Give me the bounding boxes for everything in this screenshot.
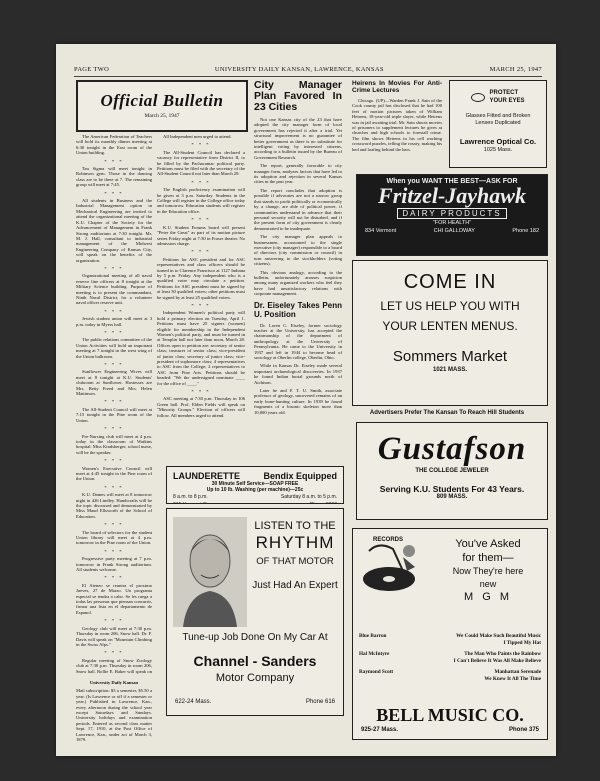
separator-stars: * * * — [104, 650, 124, 656]
separator-stars: * * * — [104, 458, 124, 464]
records-label: RECORDS — [373, 537, 404, 543]
fritzel-address: 834 Vermont — [365, 228, 397, 234]
song-artist: Blue Barron — [359, 633, 387, 639]
bell-address: 925-27 Mass. — [361, 727, 399, 733]
gustafson-address: 809 MASS. — [436, 494, 468, 500]
optical-name: Lawrence Optical Co. — [459, 137, 537, 146]
channel-name: Channel - Sanders — [193, 653, 317, 669]
separator-stars: * * * — [104, 330, 124, 335]
lawrence-optical-ad — [449, 80, 547, 168]
bell-line-2: for them— — [462, 552, 514, 564]
separator-stars: * * * — [104, 484, 124, 490]
separator-stars: * * * — [191, 217, 211, 223]
channel-address: 622-24 Mass. — [175, 699, 212, 705]
bulletin-notice-item: ASC meeting at 7:30 p.m. Thursday in 106 Green hall. Prof. Elden Fields will speak on "Minority Groups." Election of officers will follow. All members urged to attend. — [157, 396, 245, 418]
launderette-address — [173, 502, 209, 504]
separator-stars: * * * — [191, 249, 211, 255]
gustafson-line-1: Serving K.U. Students For 43 Years. — [379, 484, 525, 494]
bulletin-date: March 25, 1947 — [144, 113, 180, 119]
bulletin-notice-item: Progressive party meeting at 7 p.m. tomorrow in Frank Strong auditorium. All students welcome. — [76, 556, 152, 573]
bulletin-notice-item: The All-Student Council has declared a vacancy for representative from District II, to be filled by the Pachacamac political party. Petitions must be filed with the secretary of the All-Student Council not later than March 29. — [157, 149, 245, 177]
separator-stars: * * * — [104, 362, 124, 368]
bulletin-notice-item: Organizational meeting of all naval reserve line officers at 8 tonight at the Military Science building. Purpose of meeting is to present the commandant, Ninth Naval District, for a volunteer naval officer reserve unit. — [76, 273, 152, 306]
bulletin-title: Official Bulletin — [100, 91, 224, 110]
header-rule — [74, 76, 542, 77]
bell-line-3: Now They're here — [452, 566, 524, 576]
eye-icon — [471, 93, 485, 102]
separator-stars: * * * — [104, 575, 124, 581]
city-manager-paragraph: This obvious analogy, according to the bulletin, unfortunately arouses suspicion among many organized workers who feel they have had unsatisfactory relations with corporate management. — [254, 269, 342, 297]
song-row — [359, 633, 541, 640]
optical-line-2: YOUR EYES — [489, 98, 525, 104]
channel-line-1: LISTEN TO THE — [254, 520, 336, 532]
city-manager-paragraph: The report concludes that adoption is possible if advocates are not a narrow group that stands to profit politically or economically by a change, are able of political power, if communities understand in advance that their personal security will not be disturbed, and if the present form of city government is clearly demonstrated to be inadequate. — [254, 187, 342, 231]
separator-stars: * * * — [104, 308, 124, 314]
fritzel-manager: CHI GALLOWAY — [433, 228, 475, 234]
bulletin-notice-item: Pre-Nursing club will meet at 4 p.m. today in the classroom of Watkins hospital. Miss Kindsberger, school nurse, will be the speaker. — [76, 433, 152, 455]
eiseley-paragraph: While in Kansas Dr. Eiseley made several important archaeological discoveries. In 1937 he found Indian burial grounds north of Atchison. — [254, 363, 342, 385]
bulletin-notice-item: The All-Student Council will meet at 7:15 tonight in the Pine room of the Union. — [76, 406, 152, 423]
launderette-ad — [166, 466, 344, 504]
bulletin-notice-item: Petitions for ASC president and for ASC representatives and class officers should be turned in to Clarence Francisco at 1127 Indiana by 5 p.m. Friday. Any independent who is a qualified voter may circulate a petition. Petitions for ASC president must be signed by at least 50 qualified voters; other petitions must be signed by at least 25 qualified voters. — [157, 256, 245, 300]
bulletin-notice-item: The American Federation of Teachers will hold its monthly dinner meeting at 6:30 tonight in the East room of the Union building. — [76, 134, 152, 156]
issue-date: MARCH 25, 1947 — [489, 66, 542, 73]
song-title: Manhattan Serenade — [494, 669, 541, 675]
song-title: We Could Make Such Beautiful Music — [456, 633, 541, 639]
fritzel-phone: Phone 182 — [512, 228, 539, 234]
separator-stars: * * * — [104, 265, 124, 271]
fritzel-dairy-ad — [356, 174, 548, 256]
launderette-hours-2: Saturday 8 a.m. to 5 p.m. — [280, 494, 337, 500]
optical-address: 1025 Mass. — [483, 147, 513, 153]
sommers-line-2: LET US HELP YOU WITH — [380, 299, 520, 313]
bulletin-notice-item: K.U. Dames will meet at 8 tomorrow night in 426 Lindley. Handicrafts will be the topic discussed and demonstrated by Miss Maud Ellsworth of the School of Education. — [76, 492, 152, 519]
song-title: The Man Who Paints the Rainbow — [464, 651, 541, 657]
man-portrait-image — [173, 517, 247, 627]
fritzel-brand: Fritzel-Jayhawk — [378, 183, 526, 208]
eiseley-paragraph: Dr. Loren C. Eiseley, former sociology teacher at the University, has accepted the chairmanship of the department of anthropology at the University of Pennsylvania. He came to the University in 1937 and left in 1944 to become head of sociology at Oberlin college, Oberlin, Ohio. — [254, 322, 342, 361]
separator-stars: * * * — [191, 389, 211, 395]
city-manager-paragraph: The city manager plan appeals to businessmen, accustomed to the single executive (city manager) responsible to a board of directors (city commission or council) in turn answering to the stockholders (voting citizens). — [254, 234, 342, 267]
song-artist: Raymond Scott — [359, 669, 394, 675]
fritzel-top: When you WANT THE BEST—ASK FOR — [386, 178, 518, 185]
bell-line-1: You've Asked — [455, 538, 521, 550]
song-artist: Hal McIntyre — [359, 651, 390, 657]
bulletin-notice-item: Sunflower Engineering Wives will meet at 8 tonight at K.U. Students' clubroom at Sunflower. Hostesses are Mrs. Betty Freed and Mrs. Helen Mattinson. — [76, 369, 152, 397]
song-title: We Knew It All The Time — [484, 676, 541, 682]
optical-line-1: PROTECT — [489, 90, 519, 96]
channel-line-2: RHYTHM — [255, 533, 335, 552]
song-list — [353, 633, 547, 687]
launderette-rate: Up to 10 lb. Washing (per machine)—25c — [206, 487, 304, 493]
separator-stars: * * * — [104, 548, 124, 554]
news-column-4 — [352, 80, 442, 170]
sommers-headline: COME IN — [403, 271, 497, 293]
bell-music-ad — [352, 528, 548, 740]
separator-stars: * * * — [104, 190, 124, 196]
bulletin-column-1 — [76, 134, 152, 674]
launderette-name: LAUNDERETTE — [173, 471, 240, 481]
masthead-text: Mail subscription: $3 a semester, $5.50 a year. (Is Lawrence or off if a semester or year.) Published in Lawrence, Kan., every afternoon during the school year except Saturdays and Sundays. University holidays and examination periods. Entered as second class matter Sept. 17, 1910, at the Post Office of Lawrence, Kan., under act of March 3, 1879. — [76, 688, 152, 743]
sommers-line-3: YOUR LENTEN MENUS. — [382, 319, 518, 333]
fritzel-tag: "FOR HEALTH" — [432, 220, 472, 226]
city-manager-headline: City Manager Plan Favored In 23 Cities — [254, 80, 342, 113]
bulletin-notice-item: Tau Sigma will meet tonight in Robinson gym. Those in the dancing class are to be there at 7. The remaining group will meet at 7:45. — [76, 166, 152, 188]
city-manager-paragraph: The report, generally favorable to city manager form, analyzes factors that have led to its adoption and rejection in several Kansas cities in the past year. — [254, 163, 342, 185]
bulletin-notice-item: All Independent men urged to attend. — [163, 134, 232, 139]
launderette-phone — [310, 502, 337, 504]
channel-phone: Phone 616 — [305, 699, 335, 705]
song-title: I Can't Believe It Was All Make Believe — [453, 658, 541, 664]
page-number: PAGE TWO — [74, 66, 110, 73]
bulletin-notice-item: The public relations committee of the Union Activities will hold an important meeting at 7 tonight in the west wing of the Union ballroom. — [76, 337, 152, 359]
bulletin-notice-item: All students in Business and the Industrial Management option in Mechanical Engineering are invited to attend the organizational meeting of the K.U. Chapter of the Society for the Advancement of Management in Frank Strong auditorium at 7:30 tonight. Mr. M. J. Hall, consultant to industrial management of the Midwest Engineering Company of Kansas City, will speak on the benefits of the organization. — [76, 198, 152, 263]
gustafson-sub: THE COLLEGE JEWELER — [415, 468, 489, 474]
masthead-name: University Daily Kansan — [89, 680, 139, 685]
masthead — [76, 680, 152, 752]
bell-music-name: BELL MUSIC CO. — [376, 705, 524, 725]
separator-stars: * * * — [104, 522, 124, 528]
bell-line-5: M G M — [464, 591, 512, 603]
launderette-hours-1: 8 a.m. to 8 p.m. — [173, 494, 208, 500]
sommers-address: 1021 MASS. — [432, 367, 468, 373]
gustafson-jeweler-ad — [356, 422, 548, 520]
bulletin-notice-item: Women's Executive Council will meet at 4:45 tonight in the Pine room of the Union. — [76, 465, 152, 482]
bulletin-notice-item: Regular meeting of Snow Zoology club at 7:30 p.m. Thursday in room 206, Snow hall. Rollie E. Baker will speak on — [76, 657, 152, 674]
launderette-tag: Bendix Equipped — [263, 471, 337, 481]
launderette-service: 30 Minute Self Service—SOAP FREE — [211, 481, 299, 487]
song-row — [359, 651, 541, 658]
heirens-headline: Heirens In Movies For Anti-Crime Lectures — [352, 80, 442, 94]
separator-stars: * * * — [104, 158, 124, 164]
bell-line-4: new — [479, 579, 497, 589]
record-player-illustration — [359, 537, 429, 597]
song-row-b-side — [359, 640, 541, 647]
song-row-b-side — [359, 676, 541, 683]
fritzel-sub: DAIRY PRODUCTS — [397, 208, 507, 219]
gustafson-logo: Gustafson — [377, 431, 527, 467]
channel-line-4: Just Had An Expert — [252, 580, 338, 591]
separator-stars: * * * — [191, 142, 211, 148]
eiseley-paragraph: Later he and F. T. U. Smith, associate professor of geology, uncovered remains of an early bone-hunting culture. In 1939 he found fragments of a bisonic skeleton more than 10,000 years old. — [254, 388, 342, 415]
channel-sanders-ad — [166, 508, 344, 716]
newspaper-title: UNIVERSITY DAILY KANSAN, LAWRENCE, KANSAS — [214, 66, 384, 73]
heirens-story: Chicago. (UP)—Warden Frank J. Sain of the Cook county jail has disclosed that he had 100 feet of motion pictures taken of William Heirens, 18-year-old triple slayer, while Heirens was in jail awaiting trial. Mr. Sain shoots movies of prisoners to supplement lectures he gives at churches and high schools to forestall crime. The film shows Heirens in his cell working crossword puzzles, telling the rosary, making his bed and loafing behind the bars. — [352, 98, 442, 152]
newspaper-page — [56, 44, 556, 756]
page-header — [74, 66, 542, 76]
separator-stars: * * * — [104, 399, 124, 405]
bell-phone: Phone 375 — [508, 727, 539, 733]
official-bulletin-banner — [76, 80, 248, 132]
separator-stars: * * * — [191, 179, 211, 185]
sommers-market-ad — [352, 260, 548, 406]
channel-line-3: OF THAT MOTOR — [256, 556, 334, 567]
separator-stars: * * * — [104, 426, 124, 432]
optical-service: Glasses Fitted and Broken Lenses Duplicated — [465, 113, 531, 126]
separator-stars: * * * — [191, 302, 211, 308]
bulletin-notice-item: The board of selectors for the student Union library will meet at 4 p.m. tomorrow in the Pine room of the Union. — [76, 529, 152, 546]
eiseley-headline: Dr. Eiseley Takes Penn U. Position — [254, 300, 342, 319]
advertisers-prefer-line: Advertisers Prefer The Kansan To Reach Hill Students — [369, 410, 525, 416]
bulletin-notice-item: Geology club will meet at 7:30 p.m. Thursday in room 206, Snow hall. Dr. F. Davis will speak on "Mountain Climbing in the Swiss Alps." — [76, 625, 152, 647]
sommers-name: Sommers Market — [392, 348, 508, 365]
bulletin-notice-item: The English proficiency examination will be given at 3 p.m. Saturday. Students in the College will register in the College office today and tomorrow. Education students will register in the Education office. — [157, 187, 245, 214]
bulletin-notice-item: El Ateneo se reunira el proximo Jueves, 27 de Marzo. Un programa especial se tendra a cabo. Se les ruega a todas las personas que piensan concurrir, firmar una lista en el departamento de Espanol. — [76, 582, 152, 615]
bulletin-notice-item: Independent Women's political party will hold a primary election on Tuesday, April 1. Petitions must have 25 signers (women) eligible for membership in the Independent Women's political party, and must be turned in at Templin hall not later than noon, March 28. Offices open to petition are: secretary of senior class; treasurer of senior class; vice-president of junior class; secretary of junior class; vice-president of sophomore class; 4 representatives to ASC from the College; 2 representatives to ASC from Fine Arts. Petitions should be headed: "We the undersigned nominate ____ for the office of ____." — [157, 310, 245, 386]
song-title: I Tipped My Hat — [503, 640, 541, 646]
separator-stars: * * * — [104, 618, 124, 624]
channel-company: Motor Company — [215, 672, 295, 684]
channel-line-5: Tune-up Job Done On My Car At — [182, 632, 328, 643]
news-column-3 — [254, 80, 342, 463]
bulletin-notice-item: Jewish student union will meet at 3 p.m. today in Myers hall. — [76, 316, 152, 327]
song-row-b-side — [359, 658, 541, 665]
city-manager-paragraph: Not one Kansas city of the 23 that have adopted the city manager form of local government has rejected it after a trial. Yet structural improvement is no guarantee of better government as there is no substitute for intelligent voting by interested citizens, according to a bulletin issued by the Bureau of Government Research. — [254, 117, 342, 160]
bulletin-notice-item: K.U. Student Forums board will present "Peter the Great" as part of its motion picture series Friday night at 7:30 in Fraser theater. No admission charge. — [157, 224, 245, 246]
song-row — [359, 669, 541, 676]
